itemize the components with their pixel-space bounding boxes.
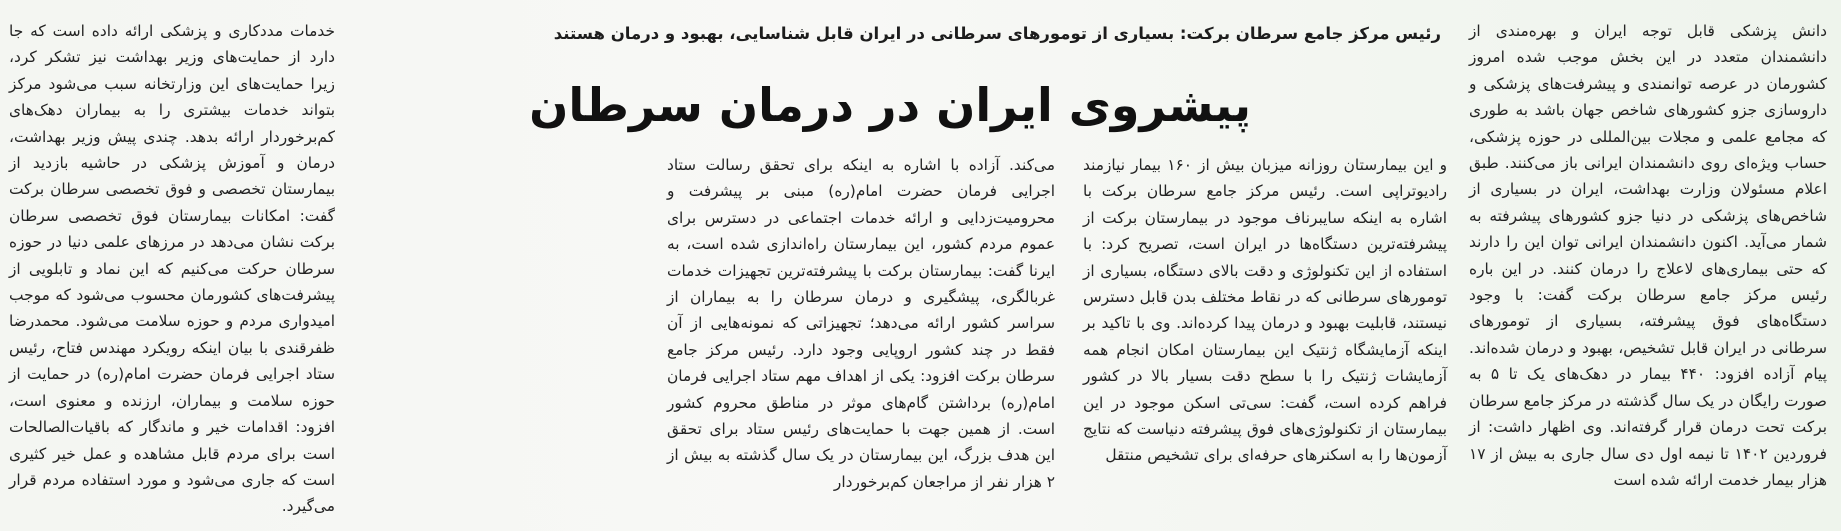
article-kicker: رئیس مرکز جامع سرطان برکت: بسیاری از تومورهای سرطانی در ایران قابل شناسایی، بهبود و درمان هستند: [553, 24, 1441, 43]
article-headline: پیشروی ایران در درمان سرطان: [529, 78, 1251, 132]
column-4-text: خدمات مددکاری و پزشکی ارائه داده است که جا دارد از حمایت‌های وزیر بهداشت نیز تشکر کرد، زیرا حمایت‌های این وزارتخانه سبب می‌شود مرکز بتواند خدمات بیشتری را به بیماران دهک‌های کم‌برخوردار ارائه بدهد. چندی پیش وزیر بهداشت، درمان و آموزش پزشکی در حاشیه بازدید از بیمارستان تخصصی و فوق تخصصی سرطان برکت گفت: امکانات بیمارستان فوق تخصصی سرطان برکت نشان می‌دهد در مرزهای علمی دنیا در حوزه سرطان حرکت می‌کنیم که این نماد و تابلویی از پیشرفت‌های کشورمان محسوب می‌شود که موجب امیدواری مردم و حوزه سلامت می‌شود. محمدرضا ظفرقندی با بیان اینکه رویکرد مهندس فتاح، رئیس ستاد اجرایی فرمان حضرت امام(ره) در حمایت از حوزه سلامت و بیماران، ارزنده و معنوی است، افزود: اقدامات خیر و ماندگار که باقیات‌الصالحات است برای مردم قابل مشاهده و عمل خیر کثیری است که جاری می‌شود و مورد استفاده مردم قرار می‌گیرد.: [9, 22, 335, 516]
column-2-text: و این بیمارستان روزانه میزبان بیش از ۱۶۰ بیمار نیازمند رادیوتراپی است. رئیس مرکز جامع سرطان برکت با اشاره به اینکه سایبرناف موجود در بیمارستان برکت از پیشرفته‌ترین دستگاه‌ها در ایران است، تصریح کرد: با استفاده از این تکنولوژی و دقت بالای دستگاه، بسیاری از تومورهای سرطانی که در نقاط مختلف بدن قابل دسترس نیستند، قابلیت بهبود و درمان پیدا کرده‌اند. وی با تاکید بر اینکه آزمایشگاه ژنتیک این بیمارستان امکان انجام همه آزمایشات ژنتیک را با سطح دقت بسیار بالا در کشور فراهم کرده است، گفت: سی‌تی اسکن موجود در این بیمارستان از تکنولوژی‌های فوق پیشرفته دنیاست که نتایج آزمون‌ها را به اسکنرهای حرفه‌ای برای تشخیص منتقل: [1083, 156, 1448, 465]
column-3-text: می‌کند. آزاده با اشاره به اینکه برای تحقق رسالت ستاد اجرایی فرمان حضرت امام(ره) مبنی بر پیشرفت و محرومیت‌زدایی و ارائه خدمات اجتماعی در دسترس برای عموم مردم کشور، این بیمارستان راه‌اندازی شده است، به ایرنا گفت: بیمارستان برکت با پیشرفته‌ترین تجهیزات خدمات غربالگری، پیشگیری و درمان سرطان را به بیماران از سراسر کشور ارائه می‌دهد؛ تجهیزاتی که نمونه‌هایی از آن فقط در چند کشور اروپایی وجود دارد. رئیس مرکز جامع سرطان برکت افزود: یکی از اهداف مهم ستاد اجرایی فرمان امام(ره) برداشتن گام‌های موثر در مناطق محروم کشور است. از همین جهت با حمایت‌های رئیس ستاد برای تحقق این هدف بزرگ، این بیمارستان در یک سال گذشته به بیش از ۲ هزار نفر از مراجعان کم‌برخوردار: [667, 156, 1055, 491]
article-column-3: [667, 152, 1055, 495]
article-column-4: [9, 18, 335, 520]
article-column-2: [1083, 152, 1447, 469]
column-1-text: دانش پزشکی قابل توجه ایران و بهره‌مندی از دانشمندان متعدد در این بخش موجب شده امروز کشورمان در عرصه توانمندی و پیشرفت‌های پزشکی و داروسازی جزو کشورهای شاخص جهان باشد به طوری که مجامع علمی و مجلات بین‌المللی در حوزه پزشکی، حساب ویژه‌ای روی دانشمندان ایرانی باز می‌کنند. طبق اعلام مسئولان وزارت بهداشت، ایران در بسیاری از شاخص‌های پزشکی در دنیا جزو کشورهای پیشرفته به شمار می‌آید. اکنون دانشمندان ایرانی توان این را دارند که حتی بیماری‌های لاعلاج را درمان کنند. در این باره رئیس مرکز جامع سرطان برکت گفت: با وجود دستگاه‌های فوق پیشرفته، بسیاری از تومورهای سرطانی در ایران قابل تشخیص، بهبود و درمان شده‌اند. پیام آزاده افزود: ۴۴۰ بیمار در دهک‌های یک تا ۵ به صورت رایگان در یک سال گذشته در مرکز جامع سرطان برکت تحت درمان قرار گرفته‌اند. وی اظهار داشت: از فروردین ۱۴۰۲ تا نیمه اول دی سال جاری به بیش از ۱۷ هزار بیمار خدمت ارائه شده است: [1469, 22, 1827, 489]
article-column-1: [1469, 18, 1827, 493]
